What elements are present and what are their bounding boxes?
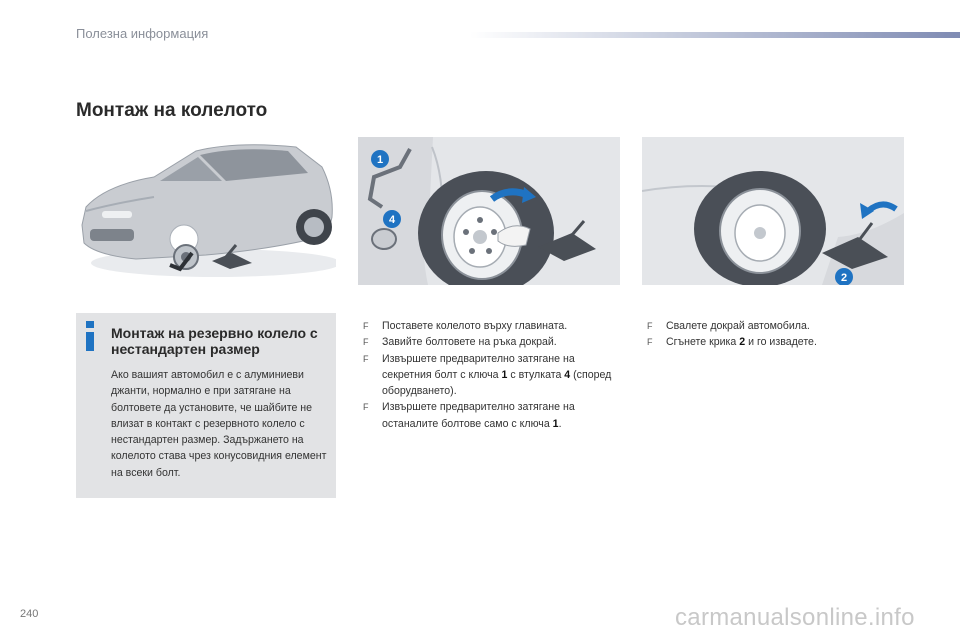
step-text: Сгънете крика: [666, 336, 740, 349]
step-text: (според оборудването).: [382, 368, 612, 398]
key-reference: 1: [501, 368, 508, 381]
callout-1: 1: [376, 154, 384, 166]
key-reference: 1: [552, 417, 559, 430]
wheel-mounting-illustration: [358, 137, 620, 285]
step-text: Завийте болтовете на ръка докрай.: [382, 336, 557, 349]
lower-car-illustration: [642, 137, 904, 285]
step-text: с втулката: [507, 368, 565, 381]
list-item: [646, 318, 904, 334]
bullet-marker: F: [647, 321, 653, 331]
header-bar: [470, 32, 960, 38]
jack-reference: 2: [739, 336, 746, 349]
page-title: Монтаж на колелото: [76, 100, 268, 121]
steps-wheel-mounting: [362, 318, 620, 432]
list-item: [362, 334, 620, 350]
bullet-marker: F: [647, 337, 653, 348]
step-text: Поставете колелото върху главината.: [382, 320, 568, 332]
page-number: 240: [20, 608, 39, 620]
info-box: [76, 313, 336, 498]
steps-lower-car: [646, 318, 904, 351]
step-text: .: [558, 417, 562, 430]
watermark: carmanualsonline.info: [675, 604, 915, 631]
socket-reference: 4: [564, 368, 571, 381]
bullet-marker: F: [363, 402, 369, 413]
callout-2: 2: [840, 272, 848, 284]
callout-4: 4: [388, 214, 396, 226]
step-text: Свалете докрай автомобила.: [666, 320, 810, 332]
bullet-marker: F: [363, 321, 369, 331]
step-text: Извършете предварително затягане на секретния болт с ключа: [382, 352, 575, 381]
section-title: Полезна информация: [76, 26, 209, 41]
step-text: и го извадете.: [745, 336, 817, 349]
list-item: [362, 399, 620, 432]
info-box-text: Ако вашият автомобил е с алуминиеви джанти, нормално е при затягане на болтовете да установите, че шайбите не влизат в контакт с резервното колело с нестандартен размер. Задържането на колелото става чрез конусовидния елемент на всеки болт.: [111, 369, 327, 479]
step-text: Извършете предварително затягане на останалите болтове само с ключа: [382, 401, 575, 430]
info-icon: [85, 321, 95, 351]
info-box-title: Монтаж на резервно колело с нестандартен размер: [111, 325, 318, 357]
car-on-jack-illustration: [76, 137, 336, 285]
bullet-marker: F: [363, 353, 369, 364]
bullet-marker: F: [363, 337, 369, 348]
list-item: [646, 334, 904, 350]
list-item: [362, 318, 620, 334]
list-item: [362, 351, 620, 400]
